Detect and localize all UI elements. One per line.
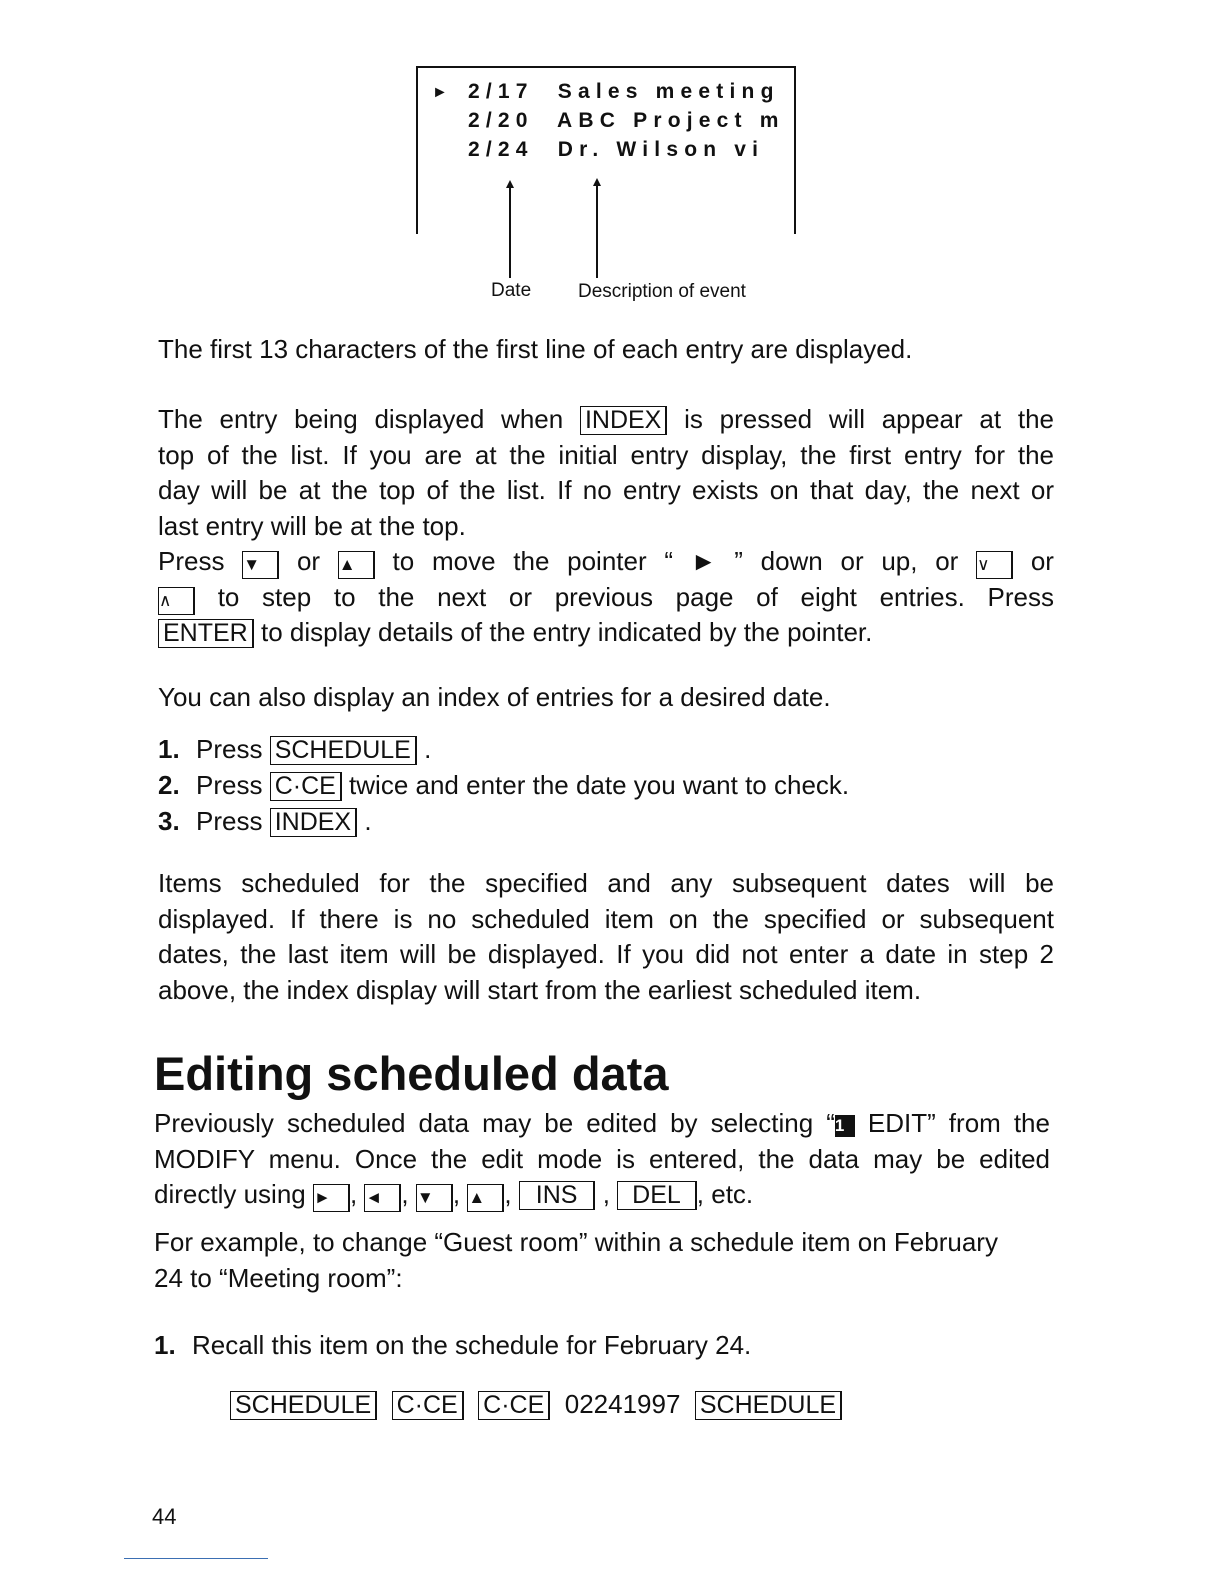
lcd-date: 2/20: [468, 109, 534, 132]
cce-key: C·CE: [478, 1391, 550, 1420]
text-line: Previously scheduled data may be edited by selecting “1 EDIT” from the: [154, 1108, 1050, 1138]
schedule-key: SCHEDULE: [270, 736, 417, 765]
paragraph-example: [154, 1225, 1050, 1296]
text-line: day will be at the top of the list. If no entry exists on that day, the next or: [158, 475, 1054, 505]
paragraph-editing-intro: [154, 1106, 1050, 1213]
text-line: dates, the last item will be displayed. If you did not enter a date in step 2: [158, 939, 1054, 969]
text-line: ∧ to step to the next or previous page of eight entries. Press: [158, 580, 1054, 616]
up-arrow-key-icon: ▲: [338, 551, 375, 579]
date-label: Date: [491, 280, 532, 301]
schedule-key: SCHEDULE: [695, 1391, 842, 1420]
text-line: 24 to “Meeting room”:: [154, 1262, 403, 1293]
text-line: MODIFY menu. Once the edit mode is entered, the data may be edited: [154, 1143, 1050, 1174]
step-item: 3. Press INDEX .: [158, 806, 372, 836]
text-line: displayed. If there is no scheduled item on the specified or subsequent: [158, 903, 1054, 934]
page-down-key-icon: ∨: [976, 551, 1013, 579]
lcd-row: [468, 138, 764, 164]
left-arrow-key-icon: ◄: [364, 1184, 401, 1212]
paragraph-index-behavior: [158, 402, 1054, 651]
enter-key: ENTER: [158, 619, 254, 648]
text-line: The entry being displayed when INDEX is pressed will appear at the: [158, 404, 1054, 434]
lcd-display-illustration: [416, 66, 796, 234]
edit-number-badge-icon: 1: [835, 1115, 855, 1137]
lcd-description: Dr. Wilson vi: [557, 138, 765, 161]
text-line: above, the index display will start from the earliest scheduled item.: [158, 974, 922, 1005]
cce-key: C·CE: [392, 1391, 464, 1420]
right-arrow-key-icon: ►: [313, 1184, 350, 1212]
lcd-row: [468, 109, 785, 135]
cce-key: C·CE: [270, 772, 342, 801]
page-up-key-icon: ∧: [158, 587, 195, 615]
date-callout-line: [509, 186, 511, 278]
description-label: Description of event: [578, 281, 746, 302]
del-key: DEL: [617, 1181, 697, 1210]
text-line: For example, to change “Guest room” within a schedule item on February: [154, 1227, 998, 1257]
steps-list: [158, 731, 1054, 839]
page-number: 44: [152, 1504, 177, 1529]
down-arrow-key-icon: ▼: [242, 551, 279, 579]
lcd-description: Sales meeting: [557, 80, 780, 103]
lcd-description: ABC Project m: [556, 109, 785, 132]
lcd-date: 2/17: [468, 80, 534, 103]
paragraph-index-by-date: You can also display an index of entries for a desired date.: [158, 682, 831, 712]
footer-rule: [124, 1558, 268, 1559]
section-title: Editing scheduled data: [154, 1047, 669, 1100]
up-arrow-key-icon: ▲: [467, 1184, 504, 1212]
description-callout-line: [596, 184, 598, 278]
key-sequence: [230, 1387, 930, 1423]
paragraph-characters: The first 13 characters of the first line of each entry are displayed.: [158, 334, 913, 364]
step-item: 1. Press SCHEDULE .: [158, 734, 432, 764]
text-line: directly using ► , ◄ , ▼ , ▲ , INS , DEL , etc.: [154, 1177, 1050, 1213]
index-key: INDEX: [270, 808, 357, 837]
text-line: ENTER to display details of the entry indicated by the pointer.: [158, 615, 1054, 651]
text-line: top of the list. If you are at the initial entry display, the first entry for the: [158, 439, 1054, 470]
lcd-row: [468, 80, 780, 106]
text-line: Press ▼ or ▲ to move the pointer “ ► ” down or up, or ∨ or: [158, 544, 1054, 580]
text-line: Items scheduled for the specified and any subsequent dates will be: [158, 868, 1054, 898]
down-arrow-key-icon: ▼: [416, 1184, 453, 1212]
text-line: last entry will be at the top.: [158, 510, 466, 541]
date-entry: 02241997: [564, 1389, 681, 1419]
step-item: 2. Press C·CE twice and enter the date you want to check.: [158, 770, 850, 800]
index-key: INDEX: [580, 406, 667, 435]
schedule-key: SCHEDULE: [230, 1391, 377, 1420]
lcd-date: 2/24: [468, 138, 534, 161]
paragraph-scheduled-items: [158, 866, 1054, 1008]
example-step: 1. Recall this item on the schedule for February 24.: [154, 1330, 752, 1360]
pointer-icon: ►: [432, 84, 448, 101]
ins-key: INS: [519, 1181, 596, 1210]
